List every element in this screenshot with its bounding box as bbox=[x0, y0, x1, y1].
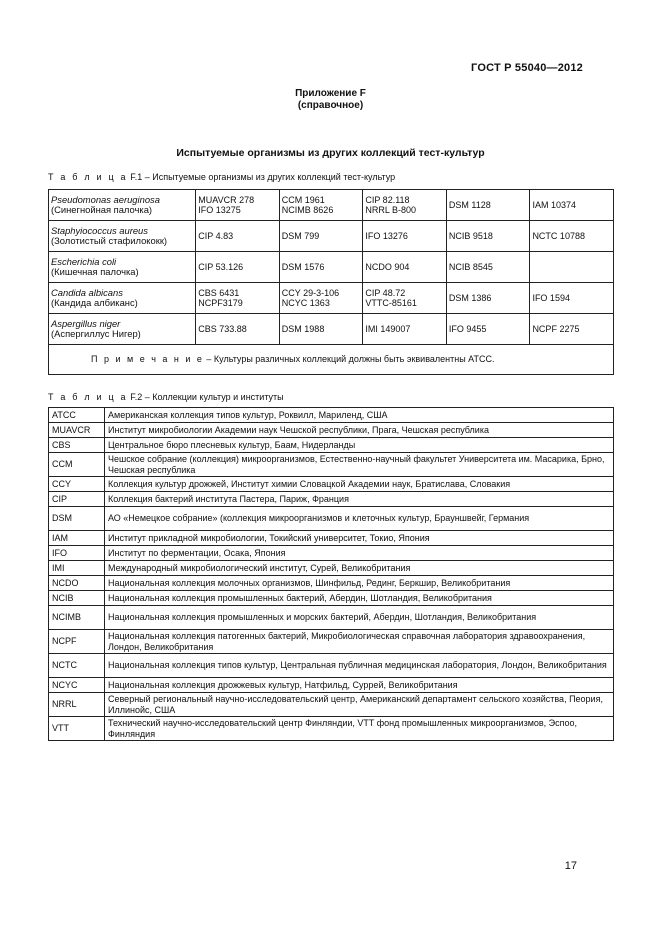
table-row bbox=[49, 438, 614, 453]
collection-description: АО «Немецкое собрание» (коллекция микроорганизмов и клеточных культур, Брауншвейг, Германия bbox=[105, 507, 614, 531]
strain-code: NCPF3179 bbox=[198, 298, 243, 308]
table-row bbox=[49, 283, 614, 314]
strain-code: DSM 799 bbox=[281, 230, 320, 241]
collection-code: NCIMB bbox=[49, 606, 105, 630]
table-row bbox=[49, 252, 614, 283]
organism-latin-name: Escherichia coli bbox=[51, 255, 117, 267]
table-row bbox=[49, 591, 614, 606]
strain-cell bbox=[279, 190, 363, 221]
collection-code: NCPF bbox=[49, 630, 105, 654]
table-row bbox=[49, 606, 614, 630]
strain-cell bbox=[363, 314, 447, 345]
collection-description: Коллекция бактерий института Пастера, Париж, Франция bbox=[105, 492, 614, 507]
collection-code: DSM bbox=[49, 507, 105, 531]
organism-cell bbox=[49, 221, 196, 252]
strain-code: CIP 4.83 bbox=[198, 230, 234, 241]
table1-caption-text: F.1 – Испытуемые организмы из других коллекций тест-культур bbox=[130, 172, 396, 182]
strain-cell bbox=[196, 221, 280, 252]
strain-code: CBS 6431 bbox=[198, 287, 240, 298]
strain-code: CIP 53.126 bbox=[198, 261, 244, 272]
table2-caption-text: F.2 – Коллекции культур и институты bbox=[130, 392, 284, 402]
collection-description: Институт по ферментации, Осака, Япония bbox=[105, 546, 614, 561]
table-row bbox=[49, 546, 614, 561]
organism-russian-name: (Кишечная палочка) bbox=[51, 266, 139, 277]
strain-code: DSM 1128 bbox=[448, 199, 491, 210]
strain-code: IAM 10374 bbox=[532, 199, 576, 210]
collection-code: NRRL bbox=[49, 693, 105, 717]
table-row bbox=[49, 693, 614, 717]
strain-code: IFO 13275 bbox=[198, 205, 241, 215]
strain-code: NRRL B-800 bbox=[365, 205, 417, 215]
collection-code: CCM bbox=[49, 453, 105, 477]
collection-description: Международный микробиологический институт, Сурей, Великобритания bbox=[105, 561, 614, 576]
strain-code: IFO 9455 bbox=[448, 323, 487, 334]
collection-code: IAM bbox=[49, 531, 105, 546]
collection-description: Институт прикладной микробиологии, Токийский университет, Токио, Япония bbox=[105, 531, 614, 546]
collection-description: Центральное бюро плесневых культур, Баам, Нидерланды bbox=[105, 438, 614, 453]
organism-russian-name: (Золотистый стафилококк) bbox=[51, 235, 168, 246]
strain-cell bbox=[196, 190, 280, 221]
collection-code: CIP bbox=[49, 492, 105, 507]
collection-description: Институт микробиологии Академии наук Чешской республики, Прага, Чешская республика bbox=[105, 423, 614, 438]
collection-code: CCY bbox=[49, 477, 105, 492]
strain-code: DSM 1576 bbox=[281, 261, 325, 272]
table-row bbox=[49, 717, 614, 741]
organism-cell bbox=[49, 314, 196, 345]
table-note bbox=[49, 345, 614, 375]
strain-cell bbox=[279, 221, 363, 252]
annex-block bbox=[0, 88, 661, 112]
table-row bbox=[49, 453, 614, 477]
collection-description: Американская коллекция типов культур, Роквилл, Мариленд, США bbox=[105, 408, 614, 423]
organism-russian-name: (Синегнойная палочка) bbox=[51, 204, 153, 215]
strain-code: IMI 149007 bbox=[365, 323, 411, 334]
collection-description: Национальная коллекция типов культур, Центральная публичная медицинская лаборатория, Лондон, Великобритания bbox=[105, 654, 614, 678]
table-row bbox=[49, 190, 614, 221]
collection-description: Национальная коллекция патогенных бактерий, Микробиологическая справочная лаборатория здравоохранения, Лондон, Великобритания bbox=[105, 630, 614, 654]
table-row bbox=[49, 221, 614, 252]
annex-title: Приложение F bbox=[295, 88, 366, 99]
collection-code: NCTC bbox=[49, 654, 105, 678]
strain-cell bbox=[530, 314, 614, 345]
table-row bbox=[49, 314, 614, 345]
table1-caption bbox=[48, 172, 395, 182]
strain-code: CIP 82.118 bbox=[365, 194, 410, 205]
strain-cell bbox=[446, 283, 530, 314]
table-row bbox=[49, 654, 614, 678]
strain-code: MUAVCR 278 bbox=[198, 194, 255, 205]
organism-latin-name: Aspergillus niger bbox=[51, 317, 121, 329]
strain-cell bbox=[530, 221, 614, 252]
collection-code: IMI bbox=[49, 561, 105, 576]
collection-code: NCDO bbox=[49, 576, 105, 591]
collection-code: NCIB bbox=[49, 591, 105, 606]
collection-description: Коллекция культур дрожжей, Институт химии Словацкой Академии наук, Братислава, Словакия bbox=[105, 477, 614, 492]
strain-code: CCM 1961 bbox=[281, 194, 325, 205]
table-row bbox=[49, 477, 614, 492]
strain-cell bbox=[530, 190, 614, 221]
strain-code: CIP 48.72 bbox=[365, 287, 406, 298]
collection-code: CBS bbox=[49, 438, 105, 453]
strain-cell bbox=[196, 283, 280, 314]
table-row bbox=[49, 561, 614, 576]
collections-table bbox=[48, 407, 614, 741]
table-note-row bbox=[49, 345, 614, 375]
collection-description: Национальная коллекция дрожжевых культур, Натфильд, Суррей, Великобритания bbox=[105, 678, 614, 693]
standard-number: ГОСТ Р 55040—2012 bbox=[471, 62, 583, 74]
strain-code: CCY 29-3-106 bbox=[281, 287, 340, 298]
organism-cell bbox=[49, 190, 196, 221]
strain-code: NCIB 8545 bbox=[448, 261, 493, 272]
strain-code: IFO 1594 bbox=[532, 292, 570, 303]
strain-cell bbox=[530, 252, 614, 283]
strain-cell bbox=[363, 221, 447, 252]
table-row bbox=[49, 507, 614, 531]
table-row bbox=[49, 531, 614, 546]
section-heading: Испытуемые организмы из других коллекций тест-культур bbox=[176, 147, 485, 159]
organism-latin-name: Candida albicans bbox=[51, 286, 123, 298]
collection-description: Северный региональный научно-исследовательский центр, Американский департамент сельского хозяйства, Пеория, Иллинойс, США bbox=[105, 693, 614, 717]
strain-cell bbox=[196, 314, 280, 345]
strain-cell bbox=[279, 283, 363, 314]
collection-code: IFO bbox=[49, 546, 105, 561]
table2-caption-prefix: Т а б л и ц а bbox=[48, 392, 128, 402]
strain-cell bbox=[196, 252, 280, 283]
collection-code: ATCC bbox=[49, 408, 105, 423]
strain-cell bbox=[530, 283, 614, 314]
organism-russian-name: (Кандида албиканс) bbox=[51, 297, 138, 308]
organism-cell bbox=[49, 252, 196, 283]
page-number: 17 bbox=[564, 860, 577, 872]
strain-code: VTTC-85161 bbox=[365, 298, 417, 308]
strain-cell bbox=[446, 314, 530, 345]
table-row bbox=[49, 630, 614, 654]
strain-cell bbox=[446, 252, 530, 283]
strain-cell bbox=[279, 314, 363, 345]
organism-russian-name: (Аспергиллус Нигер) bbox=[51, 328, 141, 339]
strain-code: DSM 1386 bbox=[448, 292, 492, 303]
organisms-table bbox=[48, 189, 614, 375]
strain-code: CBS 733.88 bbox=[198, 323, 247, 334]
collection-description: Чешское собрание (коллекция) микроорганизмов, Естественно-научный факультет Университета им. Масарика, Брно, Чешская республика bbox=[105, 453, 614, 477]
note-prefix: П р и м е ч а н и е bbox=[91, 354, 204, 365]
table-row bbox=[49, 423, 614, 438]
strain-code: IFO 13276 bbox=[365, 230, 408, 241]
collection-code: VTT bbox=[49, 717, 105, 741]
collection-code: MUAVCR bbox=[49, 423, 105, 438]
organism-cell bbox=[49, 283, 196, 314]
collection-description: Национальная коллекция промышленных бактерий, Абердин, Шотландия, Великобритания bbox=[105, 591, 614, 606]
organism-latin-name: Staphyiococcus aureus bbox=[51, 224, 148, 236]
collection-code: NCYC bbox=[49, 678, 105, 693]
table-row bbox=[49, 492, 614, 507]
table1-caption-prefix: Т а б л и ц а bbox=[48, 172, 128, 182]
strain-cell bbox=[446, 221, 530, 252]
annex-subtitle: (справочное) bbox=[297, 100, 364, 111]
organism-latin-name: Pseudomonas aeruginosa bbox=[51, 193, 160, 205]
collection-description: Национальная коллекция промышленных и морских бактерий, Абердин, Шотландия, Великобритания bbox=[105, 606, 614, 630]
strain-code: NCIB 9518 bbox=[448, 230, 493, 241]
strain-cell bbox=[363, 252, 447, 283]
strain-code: NCTC 10788 bbox=[532, 230, 585, 241]
note-text: – Культуры различных коллекций должны быть эквивалентны АТСС. bbox=[206, 354, 495, 365]
strain-cell bbox=[363, 190, 447, 221]
strain-code: NCIMB 8626 bbox=[281, 205, 334, 215]
strain-code: NCPF 2275 bbox=[532, 323, 580, 334]
collection-description: Технический научно-исследовательский центр Финляндии, VTT фонд промышленных микроорганизмов, Эспоо, Финляндия bbox=[105, 717, 614, 741]
table-row bbox=[49, 678, 614, 693]
strain-cell bbox=[446, 190, 530, 221]
strain-code: NCDO 904 bbox=[365, 261, 410, 272]
strain-cell bbox=[279, 252, 363, 283]
strain-cell bbox=[363, 283, 447, 314]
table-row bbox=[49, 408, 614, 423]
strain-code: NCYC 1363 bbox=[281, 298, 330, 308]
table2-caption bbox=[48, 392, 284, 402]
collection-description: Национальная коллекция молочных организмов, Шинфильд, Рединг, Беркшир, Великобритания bbox=[105, 576, 614, 591]
strain-code: DSM 1988 bbox=[281, 323, 325, 334]
table-row bbox=[49, 576, 614, 591]
